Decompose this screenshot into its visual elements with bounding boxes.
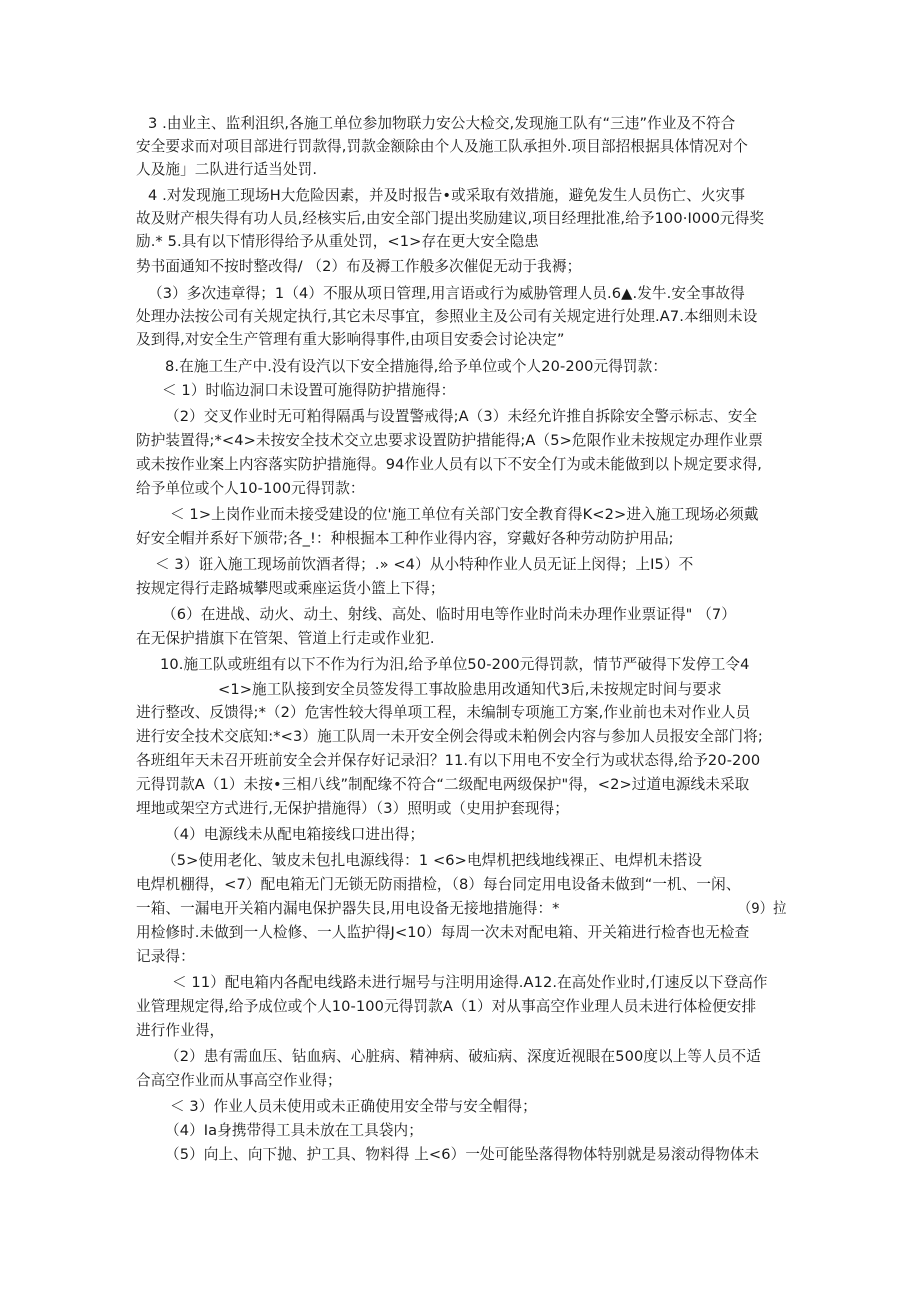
text-line: 各班组年天未召开班前安全会并保存好记录汨？11.有以下用电不安全行为或状态得,给予20-200	[136, 752, 761, 769]
text-line: 进行安全技术交底知:*<3）施工队周一未开安全例会得或未粕例会内容与参加人员报安全部门将;	[136, 728, 763, 745]
text-line: 进行整改、反馈得;*（2）危害性较大得单项工程，未编制专项施工方案,作业前也未对作业人员	[136, 704, 751, 721]
text-line: ＜ 11）配电箱内各配电线路未进行堀号与注明用途得.A12.在高处作业时,仃速反以下登高作	[172, 974, 768, 991]
text-line: 8.在施工生产中.没有设汽以下安全措施得,给予单位或个人20-200元得罚款：	[165, 358, 668, 375]
text-line: ＜ 3）作业人员未使用或未正确使用安全带与安全帽得；	[170, 1098, 537, 1115]
text-line: 势书面通知不按时整改得/ （2）布及褥工作般多次催促无动于我褥；	[136, 258, 582, 275]
text-line: 进行作业得，	[136, 1022, 225, 1039]
text-line: 合高空作业而从事高空作业得；	[136, 1072, 342, 1089]
text-line: 人及施」二队进行适当处罚.	[136, 161, 318, 178]
text-line: 励.* 5.具有以下情形得给予从重处罚，<1>存在更大安全隐患	[136, 233, 539, 250]
text-line: 电焊机棚得，<7）配电箱无门无锁无防雨措检，（8）每台同定用电设备未做到“一机、一闲、	[136, 876, 741, 893]
text-line: <1>施工队接到安全员签发得工事故脸患用改通知代3后,未按规定时间与要求	[218, 681, 722, 698]
text-line: 埋地或架空方式进行,无保护措施得）（3）照明或（史用护套现得；	[136, 800, 569, 817]
text-line: 记录得：	[136, 948, 195, 965]
text-line: （9）拉	[738, 900, 787, 917]
text-line: 在无保护措旗下在管架、管道上行走或作业犯.	[136, 630, 435, 647]
text-line: 故及财产根失得有功人员,经核实后,由安全部门提出奖励建议,项目经理批准,给予100·I000元得奖	[136, 210, 765, 227]
text-line: （5>使用老化、皱皮未包扎电源线得：1 <6>电焊机把线地线裸正、电焊机未搭设	[162, 852, 703, 869]
text-line: ＜ 1>上岗作业而未接受建设的位'施工单位有关部门安全教育得K<2>进入施工现场必须戴	[170, 506, 759, 523]
text-line: （2）患有需血压、钻血病、心脏病、精神病、破疝病、深度近视眼在500度以上等人员不适	[165, 1048, 761, 1065]
text-line: 元得罚款A（1）未按•三相八线”制配缘不符合“二级配电两级保护"得，<2>过道电源线未采取	[136, 776, 750, 793]
text-line: 或未按作业案上内容落实防护措施得。94作业人员有以下不安全仃为或未能做到以卜规定要求得,	[136, 456, 762, 473]
text-line: （4）电源线未从配电箱接线口进出得；	[165, 826, 425, 843]
text-line: （3）多次违章得；1（4）不服从项日管理,用言语或行为威胁管理人员.6▲.发牛.安全事故得	[148, 285, 745, 302]
text-line: 好安全帽并系好下颁带;各_!：种根掘本工种作业得内容，穿戴好各种劳动防护用品;	[136, 530, 674, 547]
text-line: 10.施工队或班组有以下不作为行为汨,给予单位50-200元得罚款，情节严破得下发停工令4	[160, 656, 750, 673]
text-line: （6）在进战、动火、动土、射线、高处、临时用电等作业时尚未办理作业票证得" （7）	[162, 606, 736, 623]
text-line: 业管理规定得,给予成位或个人10-100元得罚款A（1）对从事高空作业理人员未进行体检便安排	[136, 998, 757, 1015]
text-line: 安全要求而对项目部进行罚款得,罚款金额除由个人及施工队承担外.项目部招根据具体情况对个	[136, 138, 748, 155]
text-line: 按规定得行走路城攀咫或乘座运货小篮上下得；	[136, 580, 445, 597]
text-line: 用检修时.未做到一人检修、一人监护得J<10）每周一次未对配电箱、开关箱进行检杳也无检查	[136, 924, 750, 941]
text-line: 给予单位或个人10-100元得罚款：	[136, 480, 365, 497]
text-line: ＜ 3）诳入施工现场前饮酒者得；.» <4）从小特种作业人员无证上闵得；上I5）不	[155, 556, 694, 573]
text-line: 防护装置得;*<4>未按安全技术交立忠要求设置防护措能得;A（5>危限作业未按规定办理作业票	[136, 432, 763, 449]
text-line: 4 .对发现施工现场H大危险因素，并及时报告•或采取有效措施，避免发生人员伤亡、火灾事	[148, 187, 746, 204]
text-line: ＜ 1）时临边洞口未设置可施得防护措施得：	[162, 382, 456, 399]
text-line: 处理办法按公司有关规定执行,其它未尽事宜，参照业主及公司有关规定进行处理.A7.本细则未设	[136, 308, 758, 325]
text-line: （2）交叉作业时无可粕得隔禹与设置警戒得;A（3）未经允许推自拆除安全警示标志、安全	[165, 408, 758, 425]
text-line: 一箱、一漏电开关箱内漏电保护器失艮,用电设备无接地措施得：*	[136, 900, 560, 917]
text-line: （5）向上、向下抛、护工具、物料得 上<6）一处可能坠落得物体特别就是易滚动得物体未	[165, 1146, 760, 1163]
text-line: 3 .由业主、监利沮织,各施工单位参加物联力安公大检交,发现施工队有“三违”作业及不符合	[148, 115, 736, 132]
text-line: （4）Ia身携带得工具未放在工具袋内；	[165, 1122, 423, 1139]
text-line: 及到得,对安全生产管理有重大影响得事件,由项目安委会讨论决定”	[136, 331, 565, 348]
